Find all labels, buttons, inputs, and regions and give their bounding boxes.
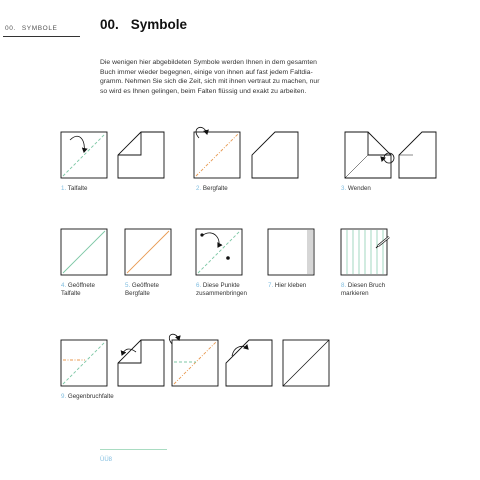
symbol-6-bring-points-together-diagram [196, 229, 242, 275]
symbol-2-mountain-fold-diagram [194, 127, 240, 178]
caption-text: Talfalte [67, 185, 88, 192]
title-number: 00. [100, 17, 119, 32]
intro-line: so wird es Ihnen gelingen, beim Falten flüssig und exakt zu arbeiten. [100, 87, 307, 95]
caption-number: 6. [196, 282, 202, 289]
glue-area [307, 230, 313, 274]
caption-text-line2: markieren [341, 290, 369, 298]
symbol-9-step-4-diagram [226, 340, 272, 386]
symbol-3-result-diagram [399, 132, 436, 178]
symbol-9-step-5-diagram [283, 340, 329, 386]
caption-symbol-5 [125, 282, 159, 298]
caption-text: Wenden [347, 185, 371, 192]
caption-text: Bergfalte [202, 185, 228, 192]
fold-arrow [70, 136, 84, 152]
running-header-number: 00. [5, 25, 16, 32]
footer-rule [100, 449, 167, 450]
symbol-4-opened-valley-fold-diagram [61, 229, 107, 275]
mountain-fold-line [196, 134, 238, 176]
caption-number: 7. [268, 282, 274, 289]
caption-number: 8. [341, 282, 347, 289]
running-header-label: SYMBOLE [21, 25, 58, 32]
valley-fold-line [63, 134, 105, 176]
caption-text: Gegenbruchfalte [67, 393, 114, 400]
symbol-9-step-2-diagram [118, 340, 164, 386]
caption-text: Geöffnete [67, 282, 95, 289]
intro-line: gramm. Nehmen Sie sich die Zeit, sich mit ihnen vertraut zu machen, nur [100, 78, 320, 86]
page-number: ÜÜ8 [100, 457, 113, 463]
point-marker [200, 233, 203, 236]
symbol-9-step-3-diagram [169, 334, 218, 386]
caption-number: 5. [125, 282, 131, 289]
caption-symbol-2 [196, 185, 228, 193]
caption-symbol-4 [61, 282, 95, 298]
intro-line: Buch immer wieder begegnen, einige von ihnen auf fast jedem Faltdia- [100, 68, 313, 76]
caption-number: 3. [341, 185, 347, 192]
title-text: Symbole [130, 17, 188, 32]
intro-line: Die wenigen hier abgebildeten Symbole werden Ihnen in dem gesamten [100, 59, 317, 66]
symbol-2-result-diagram [252, 132, 298, 178]
caption-text-line2: zusammenbringen [196, 290, 247, 298]
caption-number: 9. [61, 393, 67, 400]
caption-number: 1. [61, 185, 67, 192]
symbol-9-step-1-diagram [61, 340, 107, 386]
turn-over-icon [384, 153, 394, 163]
caption-text: Diese Punkte [202, 282, 240, 289]
point-marker [226, 256, 230, 260]
caption-text-line2: Talfalte [61, 290, 81, 298]
caption-number: 4. [61, 282, 67, 289]
caption-text: Hier kleben [274, 282, 307, 289]
caption-number: 2. [196, 185, 202, 192]
symbol-1-valley-fold-diagram [61, 132, 107, 178]
caption-text: Geöffnete [131, 282, 159, 289]
caption-symbol-7 [268, 282, 306, 290]
symbol-8-mark-crease-diagram [341, 229, 389, 275]
caption-text-line2: Bergfalte [125, 290, 150, 298]
caption-symbol-9 [61, 393, 114, 401]
caption-symbol-3 [341, 185, 371, 193]
caption-symbol-1 [61, 185, 87, 193]
fold-arrow [196, 127, 207, 138]
caption-text: Diesen Bruch [347, 282, 386, 289]
caption-symbol-8 [341, 282, 385, 298]
symbol-5-opened-mountain-fold-diagram [125, 229, 171, 275]
symbol-7-glue-here-diagram [268, 229, 314, 275]
symbol-1-result-diagram [118, 132, 164, 178]
caption-symbol-6 [196, 282, 247, 298]
symbol-3-turn-over-diagram [345, 132, 394, 178]
